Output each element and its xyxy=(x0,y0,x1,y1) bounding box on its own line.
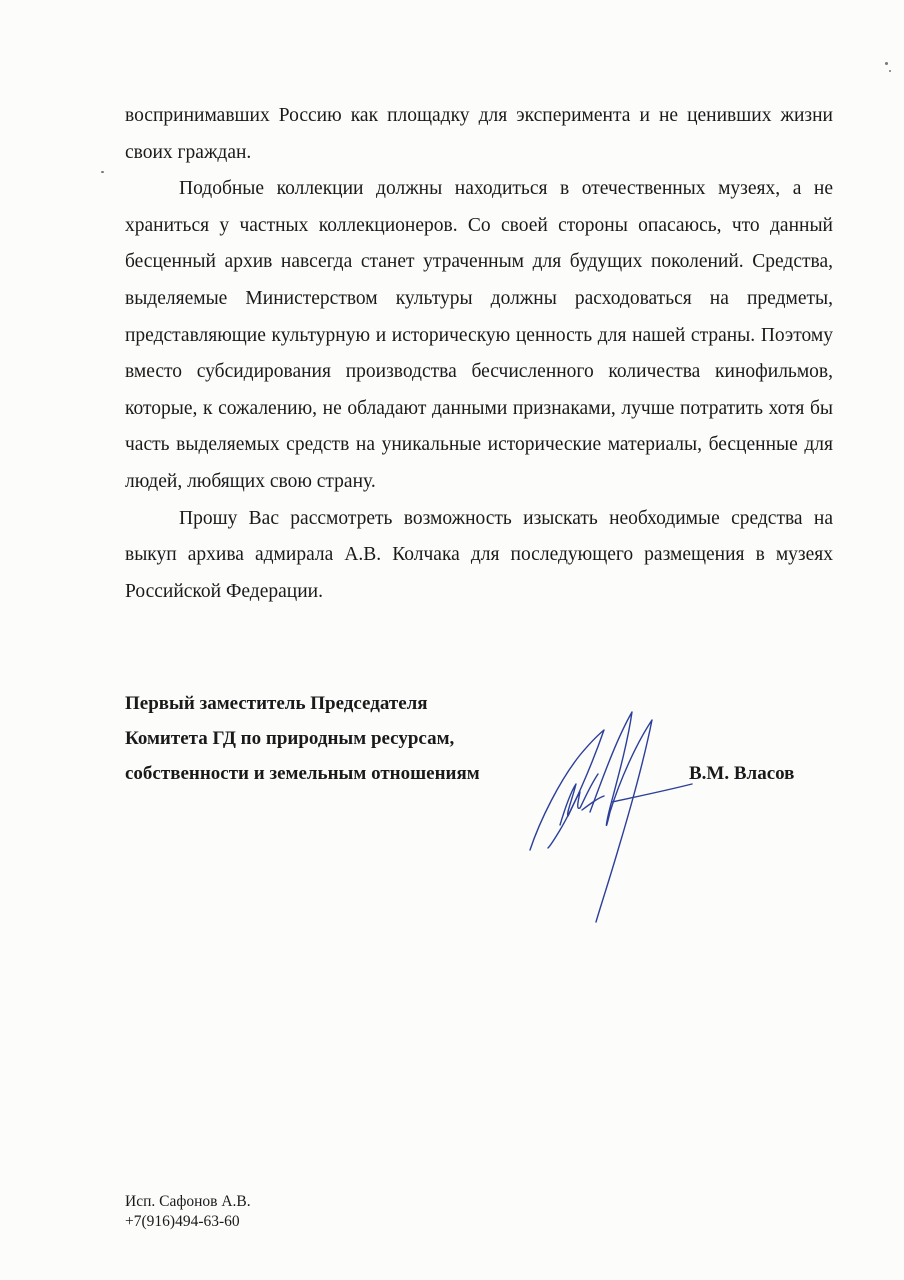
signer-name: В.М. Власов xyxy=(689,763,795,784)
handwritten-signature xyxy=(520,700,700,930)
paragraph-3: Прошу Вас рассмотреть возможность изыскать необходимые средства на выкуп архива адмирала А.В. Колчака для последующего размещения в музеях Российской Федерации. xyxy=(125,507,833,602)
executor-info xyxy=(125,1192,251,1232)
scan-speck xyxy=(101,171,104,173)
executor-name: Исп. Сафонов А.В. xyxy=(125,1193,251,1210)
paragraph-2: Подобные коллекции должны находиться в отечественных музеях, а не храниться у частных коллекционеров. Со своей стороны опасаюсь, что данный бесценный архив навсегда станет утраченным для будущих поколений. Средства, выделяемые Министерством культуры должны расходоваться на предметы, представляющие культурную и историческую ценность для нашей страны. Поэтому вместо субсидирования производства бесчисленного количества кинофильмов, которые, к сожалению, не обладают данными признаками, лучше потратить хотя бы часть выделяемых средств на уникальные исторические материалы, бесценные для людей, любящих свою страну. xyxy=(125,178,833,492)
position-line-3: собственности и земельным отношениям xyxy=(125,763,480,784)
scan-speck xyxy=(885,62,888,65)
scan-speck xyxy=(889,70,891,72)
position-line-2: Комитета ГД по природным ресурсам, xyxy=(125,728,455,749)
letter-body xyxy=(125,98,833,610)
position-line-1: Первый заместитель Председателя xyxy=(125,693,428,714)
executor-phone: +7(916)494-63-60 xyxy=(125,1213,240,1230)
paragraph-1: воспринимавших Россию как площадку для эксперимента и не ценивших жизни своих граждан. xyxy=(125,105,833,163)
